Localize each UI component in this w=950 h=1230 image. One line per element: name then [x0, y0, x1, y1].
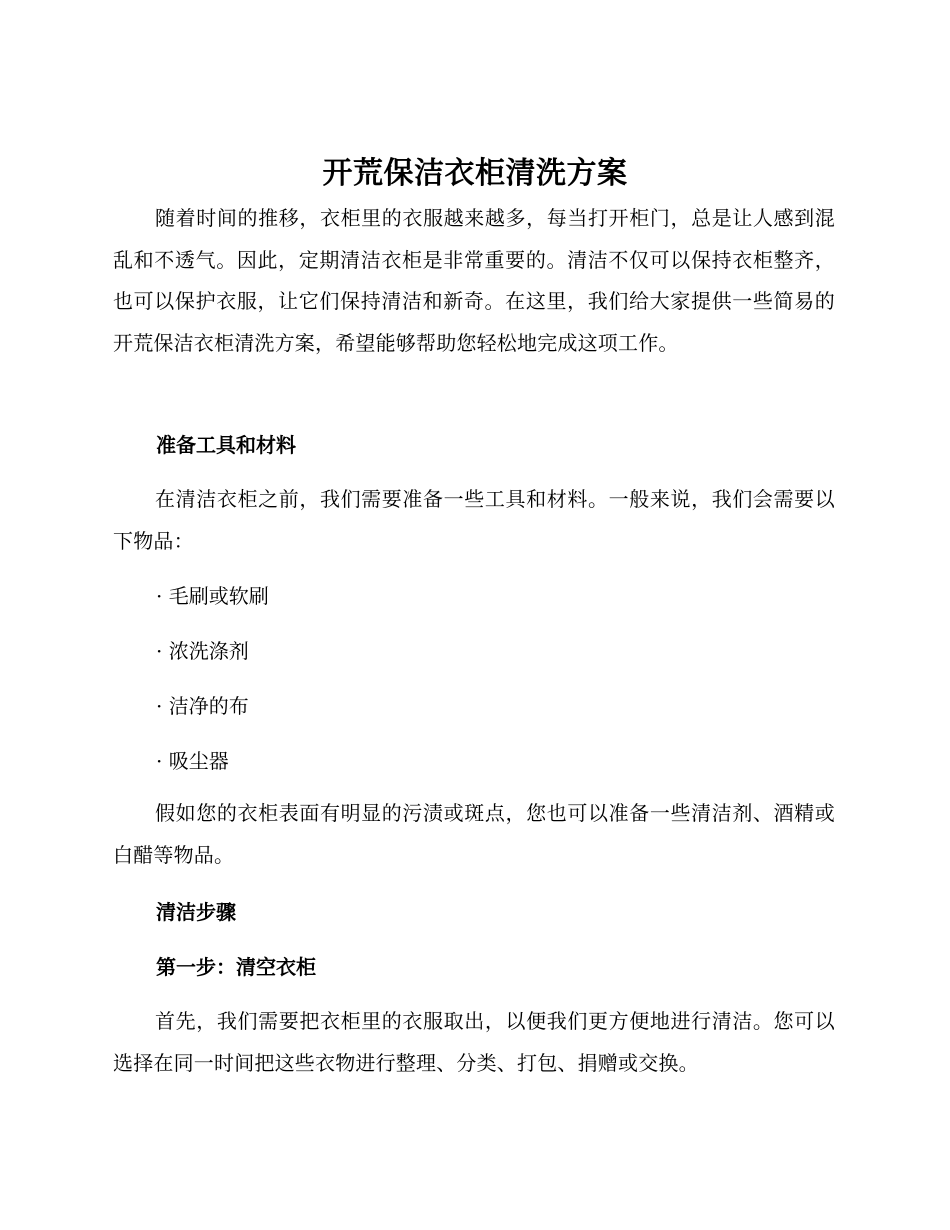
intro-paragraph: 随着时间的推移，衣柜里的衣服越来越多，每当打开柜门，总是让人感到混乱和不透气。因此，定期清洁衣柜是非常重要的。清洁不仅可以保持衣柜整齐，也可以保护衣服，让它们保持清洁和新奇。在这里，我们给大家提供一些简易的开荒保洁衣柜清洗方案，希望能够帮助您轻松地完成这项工作。 [113, 206, 835, 355]
tools-note-paragraph: 假如您的衣柜表面有明显的污渍或斑点，您也可以准备一些清洁剂、酒精或白醋等物品。 [113, 801, 835, 867]
list-item: · 吸尘器 [156, 749, 229, 773]
step1-paragraph: 首先，我们需要把衣柜里的衣服取出，以便我们更方便地进行清洁。您可以选择在同一时间把这些衣物进行整理、分类、打包、捐赠或交换。 [113, 1009, 835, 1075]
document-title: 开荒保洁衣柜清洗方案 [322, 156, 628, 191]
step1-heading: 第一步：清空衣柜 [156, 955, 316, 979]
section-heading-tools: 准备工具和材料 [156, 433, 296, 457]
list-item: · 浓洗涤剂 [156, 639, 249, 663]
tools-paragraph: 在清洁衣柜之前，我们需要准备一些工具和材料。一般来说，我们会需要以下物品： [113, 487, 835, 553]
list-item: · 毛刷或软刷 [156, 584, 269, 608]
section-heading-steps: 清洁步骤 [156, 900, 236, 924]
list-item: · 洁净的布 [156, 694, 249, 718]
